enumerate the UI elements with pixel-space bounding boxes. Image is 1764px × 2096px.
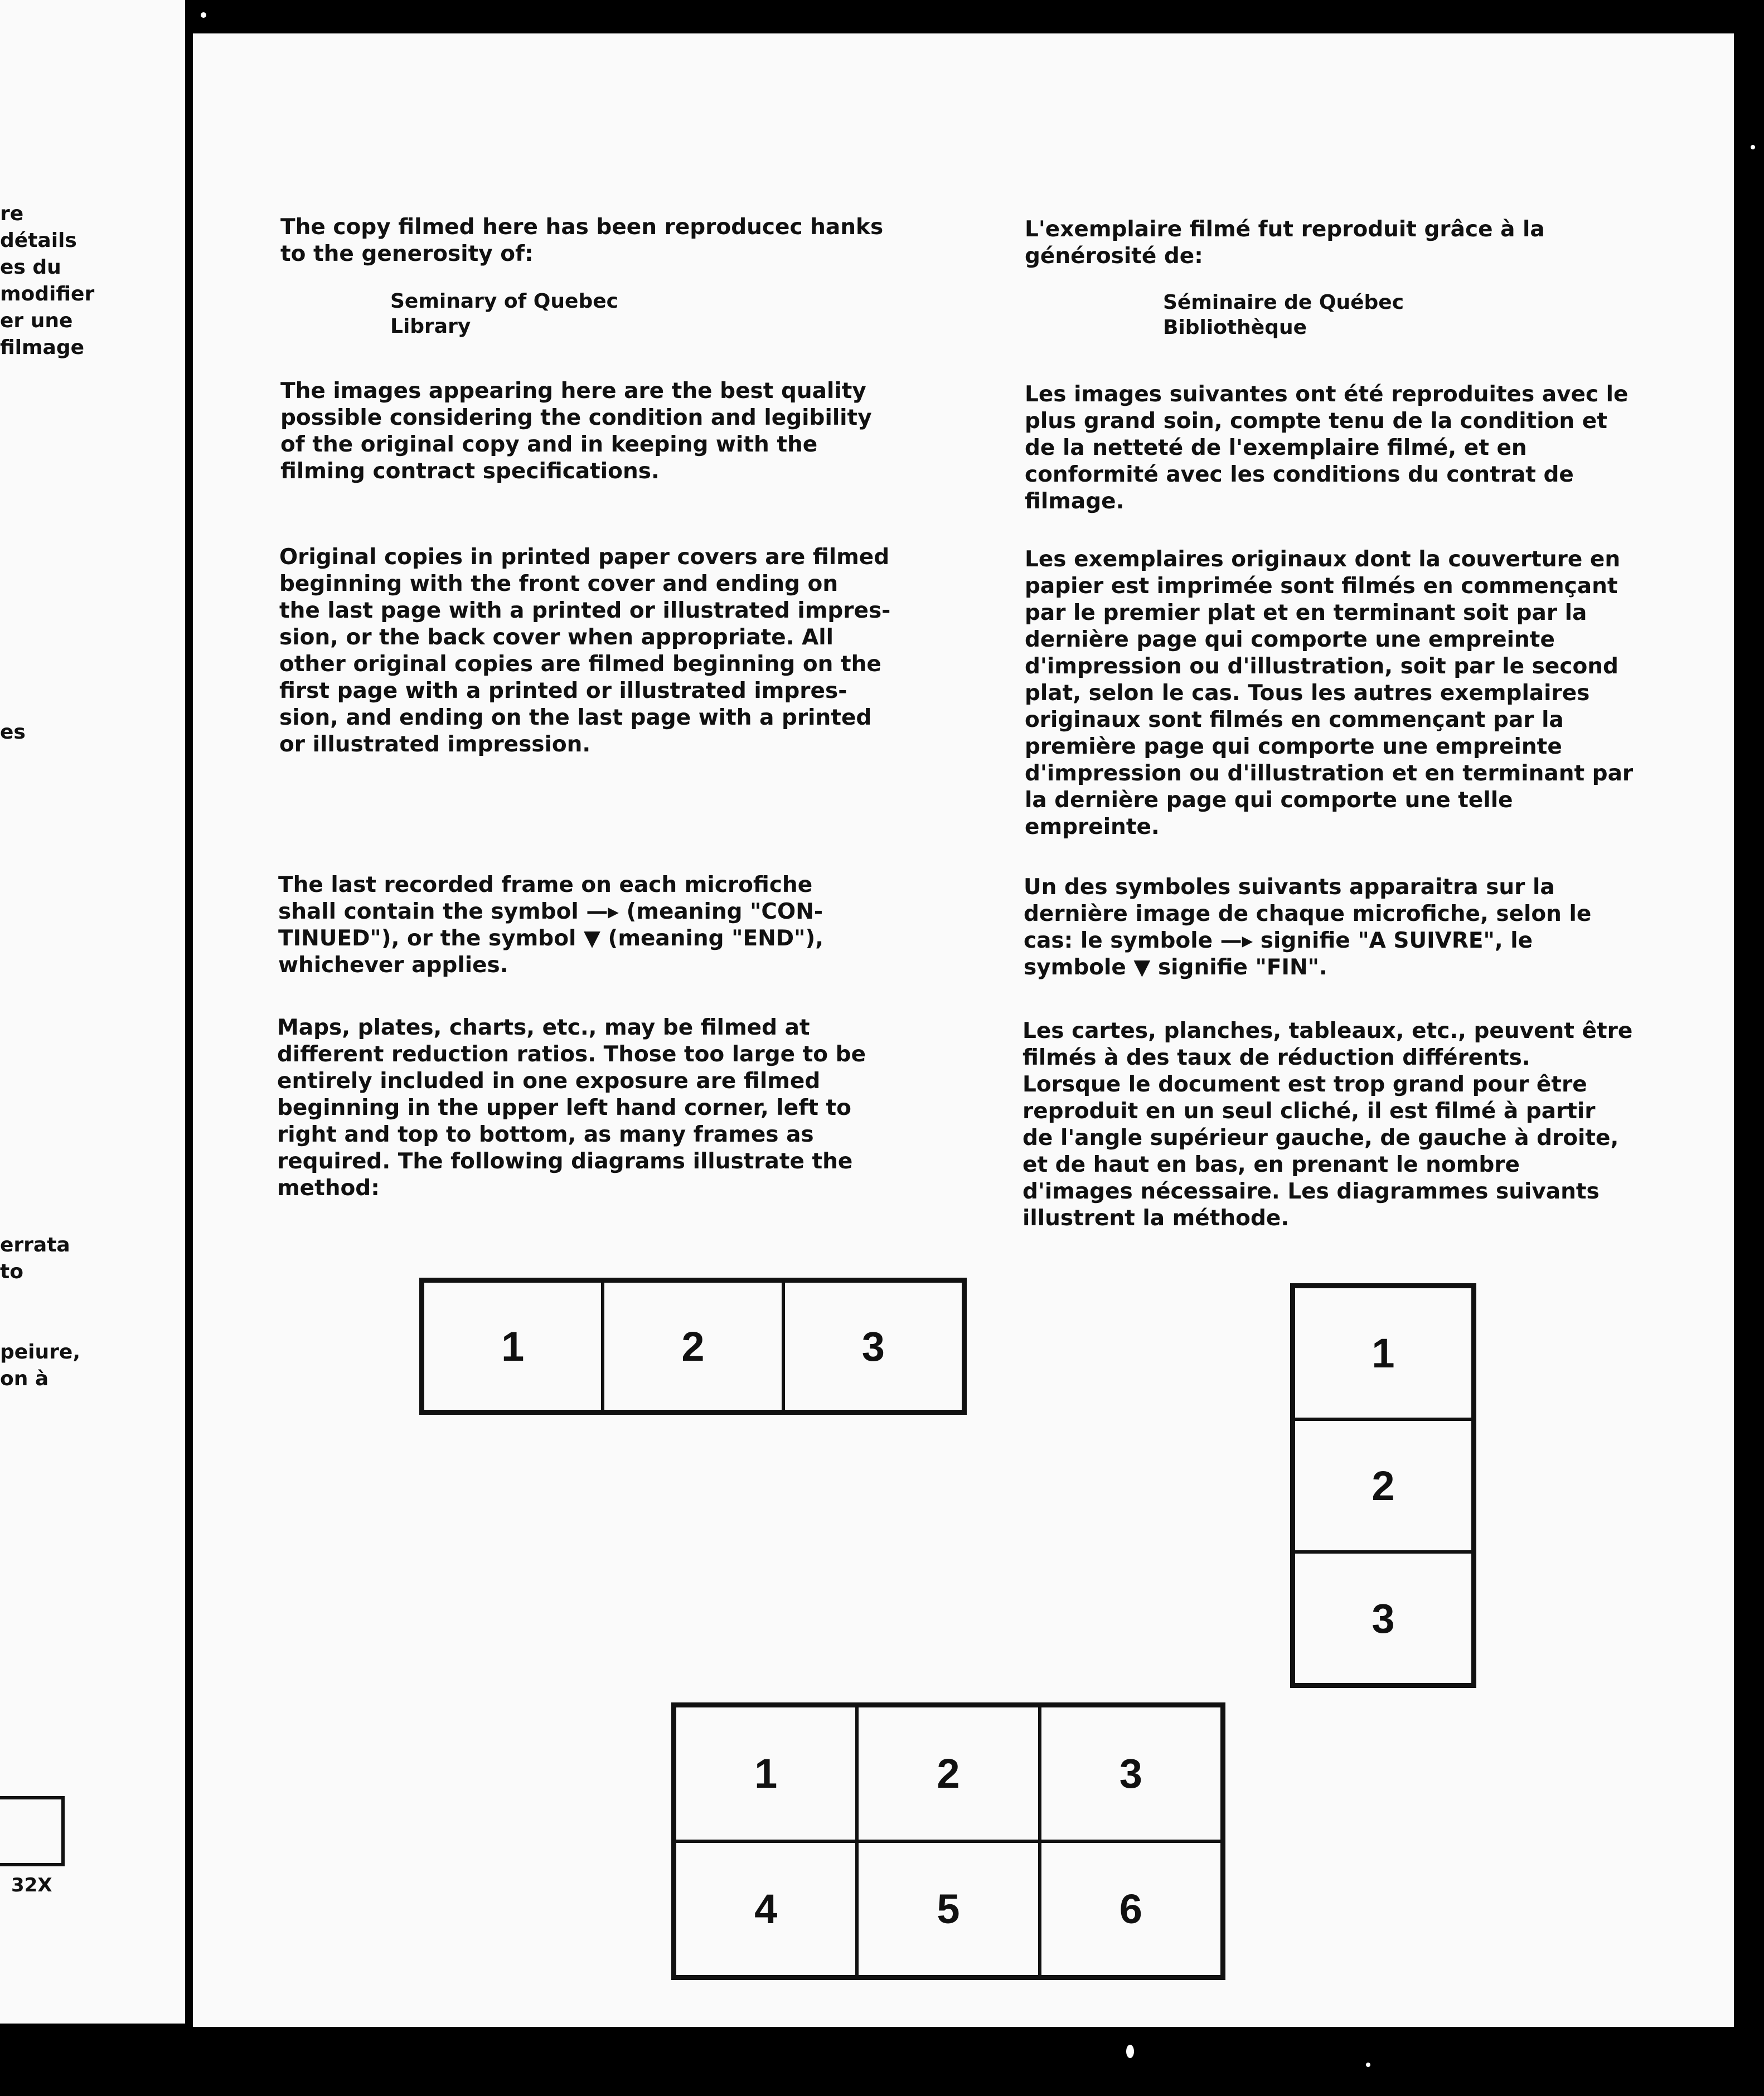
- text-line: empreinte.: [1025, 814, 1160, 840]
- text-line: required. The following diagrams illustrate the: [277, 1149, 853, 1174]
- left-fragment: peiure,: [0, 1341, 80, 1364]
- text-line: reproduit en un seul cliché, il est filmé à partir: [1022, 1099, 1596, 1124]
- frame-number: 2: [1293, 1419, 1473, 1552]
- text-line: sion, or the back cover when appropriate. All: [279, 625, 834, 650]
- text-line: première page qui comporte une empreinte: [1025, 734, 1562, 759]
- text-line: générosité de:: [1025, 244, 1203, 269]
- film-speck: [1751, 145, 1755, 149]
- left-fragment: errata: [0, 1234, 70, 1256]
- film-speck: [201, 12, 206, 18]
- text-line: or illustrated impression.: [279, 732, 591, 757]
- french-para-symbols: [1024, 874, 1591, 981]
- frame-number: 2: [603, 1281, 783, 1411]
- text-line: Les exemplaires originaux dont la couverture en: [1025, 547, 1621, 572]
- text-line: Un des symboles suivants apparaitra sur la: [1024, 875, 1555, 900]
- text-line: different reduction ratios. Those too large to be: [277, 1042, 866, 1067]
- text-line: The images appearing here are the best quality: [280, 379, 866, 404]
- text-line: cas: le symbole —▸ signifie "A SUIVRE", le: [1024, 928, 1533, 953]
- film-speck: [1366, 2063, 1370, 2067]
- text-line: first page with a printed or illustrated impres-: [279, 678, 847, 703]
- french-acknowledgment: [1025, 216, 1545, 270]
- frame-number: 4: [675, 1841, 857, 1977]
- english-acknowledgment: [280, 214, 883, 268]
- text-line: dernière image de chaque microfiche, selon le: [1024, 901, 1592, 926]
- left-fragment: filmage: [0, 336, 85, 359]
- left-fragment: re: [0, 202, 24, 225]
- text-line: par le premier plat et en terminant soit par la: [1025, 600, 1587, 625]
- frame-number: 1: [675, 1706, 857, 1841]
- text-line: Library: [390, 315, 471, 338]
- text-line: beginning with the front cover and ending on: [279, 571, 839, 596]
- text-line: plat, selon le cas. Tous les autres exemplaires: [1025, 681, 1590, 706]
- left-fragment: es du: [0, 256, 61, 279]
- reduction-label: 32X: [11, 1874, 52, 1896]
- french-para-covers: [1025, 546, 1633, 841]
- film-speck: [1126, 2045, 1134, 2058]
- text-line: papier est imprimée sont filmés en commençant: [1025, 574, 1618, 599]
- text-line: la dernière page qui comporte une telle: [1025, 788, 1513, 813]
- text-line: dernière page qui comporte une empreinte: [1025, 627, 1555, 652]
- text-line: the last page with a printed or illustrated impres-: [279, 598, 891, 623]
- text-line: d'impression ou d'illustration et en terminant par: [1025, 761, 1634, 786]
- left-fragment: détails: [0, 229, 77, 252]
- text-line: right and top to bottom, as many frames as: [277, 1122, 814, 1147]
- text-line: whichever applies.: [278, 953, 508, 978]
- text-line: de la netteté de l'exemplaire filmé, et en: [1025, 435, 1527, 460]
- frame-number: 1: [423, 1281, 603, 1411]
- frame-number: 6: [1040, 1841, 1222, 1977]
- frame-number: 3: [783, 1281, 963, 1411]
- french-institution: [1163, 290, 1404, 340]
- english-para-covers: [279, 544, 890, 758]
- text-line: et de haut en bas, en prenant le nombre: [1022, 1152, 1520, 1177]
- diagram-horizontal: [419, 1278, 967, 1415]
- text-line: The copy filmed here has been reproducec hanks: [280, 215, 884, 240]
- previous-page-strip: [0, 0, 185, 2024]
- text-line: sion, and ending on the last page with a printed: [279, 705, 872, 730]
- text-line: Bibliothèque: [1163, 316, 1307, 339]
- english-para-quality: [280, 378, 872, 485]
- text-line: other original copies are filmed beginning on the: [279, 652, 881, 677]
- english-institution: [390, 289, 618, 339]
- text-line: Maps, plates, charts, etc., may be filmed at: [277, 1015, 810, 1040]
- text-line: method:: [277, 1176, 380, 1201]
- frame-number: 1: [1293, 1287, 1473, 1419]
- french-para-quality: [1025, 381, 1628, 515]
- text-line: Les images suivantes ont été reproduites avec le: [1025, 382, 1629, 407]
- text-line: filming contract specifications.: [280, 459, 660, 484]
- english-para-symbols: [278, 872, 823, 979]
- text-line: symbole ▼ signifie "FIN".: [1024, 955, 1327, 980]
- left-fragment: to: [0, 1260, 23, 1283]
- english-para-maps: [277, 1015, 866, 1202]
- text-line: TINUED"), or the symbol ▼ (meaning "END"),: [278, 926, 824, 951]
- diagram-vertical: [1290, 1283, 1476, 1688]
- text-line: shall contain the symbol —▸ (meaning "CON-: [278, 899, 823, 924]
- text-line: Les cartes, planches, tableaux, etc., peuvent être: [1022, 1018, 1633, 1044]
- left-fragment: modifier: [0, 283, 95, 305]
- text-line: conformité avec les conditions du contrat de: [1025, 462, 1574, 487]
- text-line: Lorsque le document est trop grand pour être: [1022, 1072, 1587, 1097]
- text-line: beginning in the upper left hand corner, left to: [277, 1095, 851, 1120]
- frame-number: 3: [1293, 1552, 1473, 1685]
- diagram-grid: [671, 1702, 1225, 1980]
- frame-number: 5: [857, 1841, 1039, 1977]
- text-line: filmés à des taux de réduction différents.: [1022, 1045, 1530, 1070]
- text-line: d'impression ou d'illustration, soit par le second: [1025, 654, 1618, 679]
- text-line: Original copies in printed paper covers are filmed: [279, 545, 890, 570]
- text-line: plus grand soin, compte tenu de la condition et: [1025, 409, 1607, 434]
- text-line: of the original copy and in keeping with the: [280, 432, 818, 457]
- text-line: L'exemplaire filmé fut reproduit grâce à la: [1025, 217, 1545, 242]
- text-line: to the generosity of:: [280, 241, 534, 266]
- text-line: filmage.: [1025, 489, 1125, 514]
- text-line: originaux sont filmés en commençant par la: [1025, 707, 1564, 732]
- text-line: Séminaire de Québec: [1163, 291, 1404, 314]
- text-line: entirely included in one exposure are filmed: [277, 1069, 821, 1094]
- left-fragment: er une: [0, 309, 73, 332]
- text-line: d'images nécessaire. Les diagrammes suivants: [1022, 1179, 1600, 1204]
- text-line: illustrent la méthode.: [1022, 1206, 1290, 1231]
- left-fragment: on à: [0, 1367, 49, 1390]
- french-para-maps: [1022, 1018, 1632, 1232]
- frame-number: 3: [1040, 1706, 1222, 1841]
- frame-number: 2: [857, 1706, 1039, 1841]
- text-line: The last recorded frame on each microfiche: [278, 872, 813, 897]
- left-fragment: es: [0, 721, 26, 744]
- density-box: [0, 1796, 65, 1866]
- text-line: de l'angle supérieur gauche, de gauche à droite,: [1022, 1125, 1619, 1151]
- text-line: Seminary of Quebec: [390, 290, 618, 313]
- text-line: possible considering the condition and legibility: [280, 405, 872, 430]
